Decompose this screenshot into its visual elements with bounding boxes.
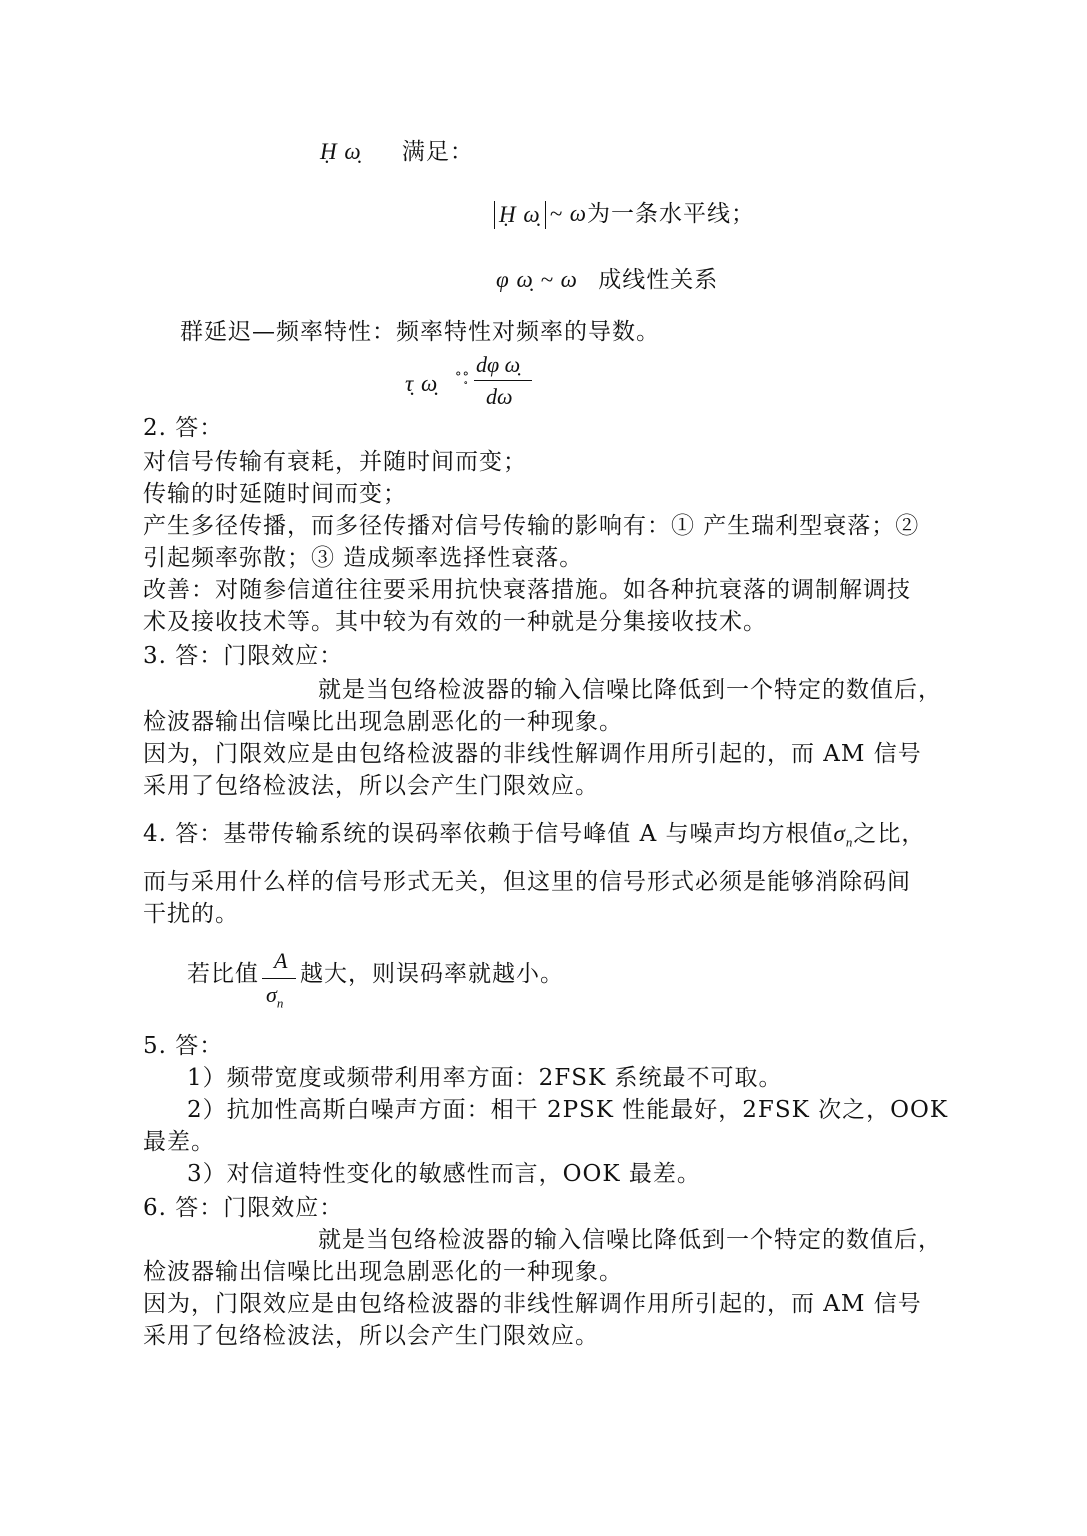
answer-5-title: 5. 答： (143, 1033, 224, 1059)
answer-3-title: 3. 答：门限效应： (143, 643, 344, 669)
ratio-denominator (266, 982, 283, 1011)
answer-2-line-5: 改善：对随参信道往往要采用抗快衰落措施。如各种抗衰落的调制解调技 (143, 577, 911, 603)
ratio-fraction (262, 948, 298, 1012)
group-delay-equals: °°̥ (455, 370, 470, 385)
answer-3-line-3: 因为，门限效应是由包络检波器的非线性解调作用所引起的，而 AM 信号 (143, 741, 922, 767)
answer-3-line-2: 检波器输出信噪比出现急剧恶化的一种现象。 (143, 709, 623, 735)
answer-5-line-3: 最差。 (143, 1129, 215, 1155)
group-delay-fraction (474, 352, 534, 410)
magnitude-relation: ~ ω (549, 201, 588, 226)
answer-6-line-1: 就是当包络检波器的输入信噪比降低到一个特定的数值后， (318, 1227, 942, 1253)
answer-2-line-1: 对信号传输有衰耗，并随时间而变； (143, 449, 527, 475)
magnitude-description: 为一条水平线； (587, 201, 756, 227)
answer-2-line-3: 产生多径传播，而多径传播对信号传输的影响有：① 产生瑞利型衰落；② (143, 513, 920, 539)
answer-2-line-2: 传输的时延随时间而变； (143, 481, 407, 507)
fraction-denominator: dω (486, 384, 513, 409)
answer-2-line-6: 术及接收技术等。其中较为有效的一种就是分集接收技术。 (143, 609, 767, 635)
sigma-subscript: n (845, 834, 854, 850)
answer-3-line-1: 就是当包络检波器的输入信噪比降低到一个特定的数值后， (318, 677, 942, 703)
phase-description: 成线性关系 (598, 267, 719, 293)
h-omega-line (320, 136, 474, 168)
answer-4-line-1 (143, 818, 925, 859)
group-delay-lhs: τ̣ ω̣ (405, 371, 439, 396)
fraction-bar (474, 380, 532, 381)
answer-4-line-1-text: 4. 答：基带传输系统的误码率依赖于信号峰值 A 与噪声均方根值 (143, 821, 834, 847)
phase-expression: φ ω̣ ~ ω (496, 267, 578, 292)
answer-6-line-2: 检波器输出信噪比出现急剧恶化的一种现象。 (143, 1259, 623, 1285)
answer-4-line-2: 而与采用什么样的信号形式无关，但这里的信号形式必须是能够消除码间 (143, 869, 911, 895)
ratio-sigma: σ (266, 982, 277, 1007)
answer-4-line-3: 干扰的。 (143, 901, 239, 927)
ratio-suffix: 越大，则误码率就越小。 (300, 961, 564, 987)
answer-6-title: 6. 答：门限效应： (143, 1195, 344, 1221)
ratio-bar (262, 978, 296, 979)
answer-3-line-4: 采用了包络检波法，所以会产生门限效应。 (143, 773, 599, 799)
answer-2-title: 2. 答： (143, 415, 224, 441)
ratio-prefix: 若比值 (187, 961, 259, 987)
answer-5-line-2: 2）抗加性高斯白噪声方面：相干 2PSK 性能最好，2FSK 次之，OOK (187, 1097, 949, 1123)
answer-4-line-1-end: 之比， (853, 821, 926, 847)
phase-line (496, 264, 718, 296)
ratio-numerator: A (274, 948, 288, 973)
h-omega-symbol: Ḥ ω̣ (320, 139, 362, 164)
answer-5-line-4: 3）对信道特性变化的敏感性而言，OOK 最差。 (187, 1161, 701, 1187)
ratio-subscript: n (276, 995, 284, 1011)
answer-2-line-4: 引起频率弥散；③ 造成频率选择性衰落。 (143, 545, 584, 571)
fraction-numerator: dφ ω̣ (476, 352, 521, 377)
group-delay-text: 群延迟—频率特性：频率特性对频率的导数。 (180, 319, 660, 345)
answer-6-line-4: 采用了包络检波法，所以会产生门限效应。 (143, 1323, 599, 1349)
answer-5-line-1: 1）频带宽度或频带利用率方面：2FSK 系统最不可取。 (187, 1065, 783, 1091)
sigma-symbol: σ (833, 821, 846, 846)
magnitude-line (494, 198, 755, 230)
answer-6-line-3: 因为，门限效应是由包络检波器的非线性解调作用所引起的，而 AM 信号 (143, 1291, 922, 1317)
magnitude-expression: Ḥ ω̣ (494, 201, 546, 229)
satisfy-label: 满足： (401, 139, 474, 165)
